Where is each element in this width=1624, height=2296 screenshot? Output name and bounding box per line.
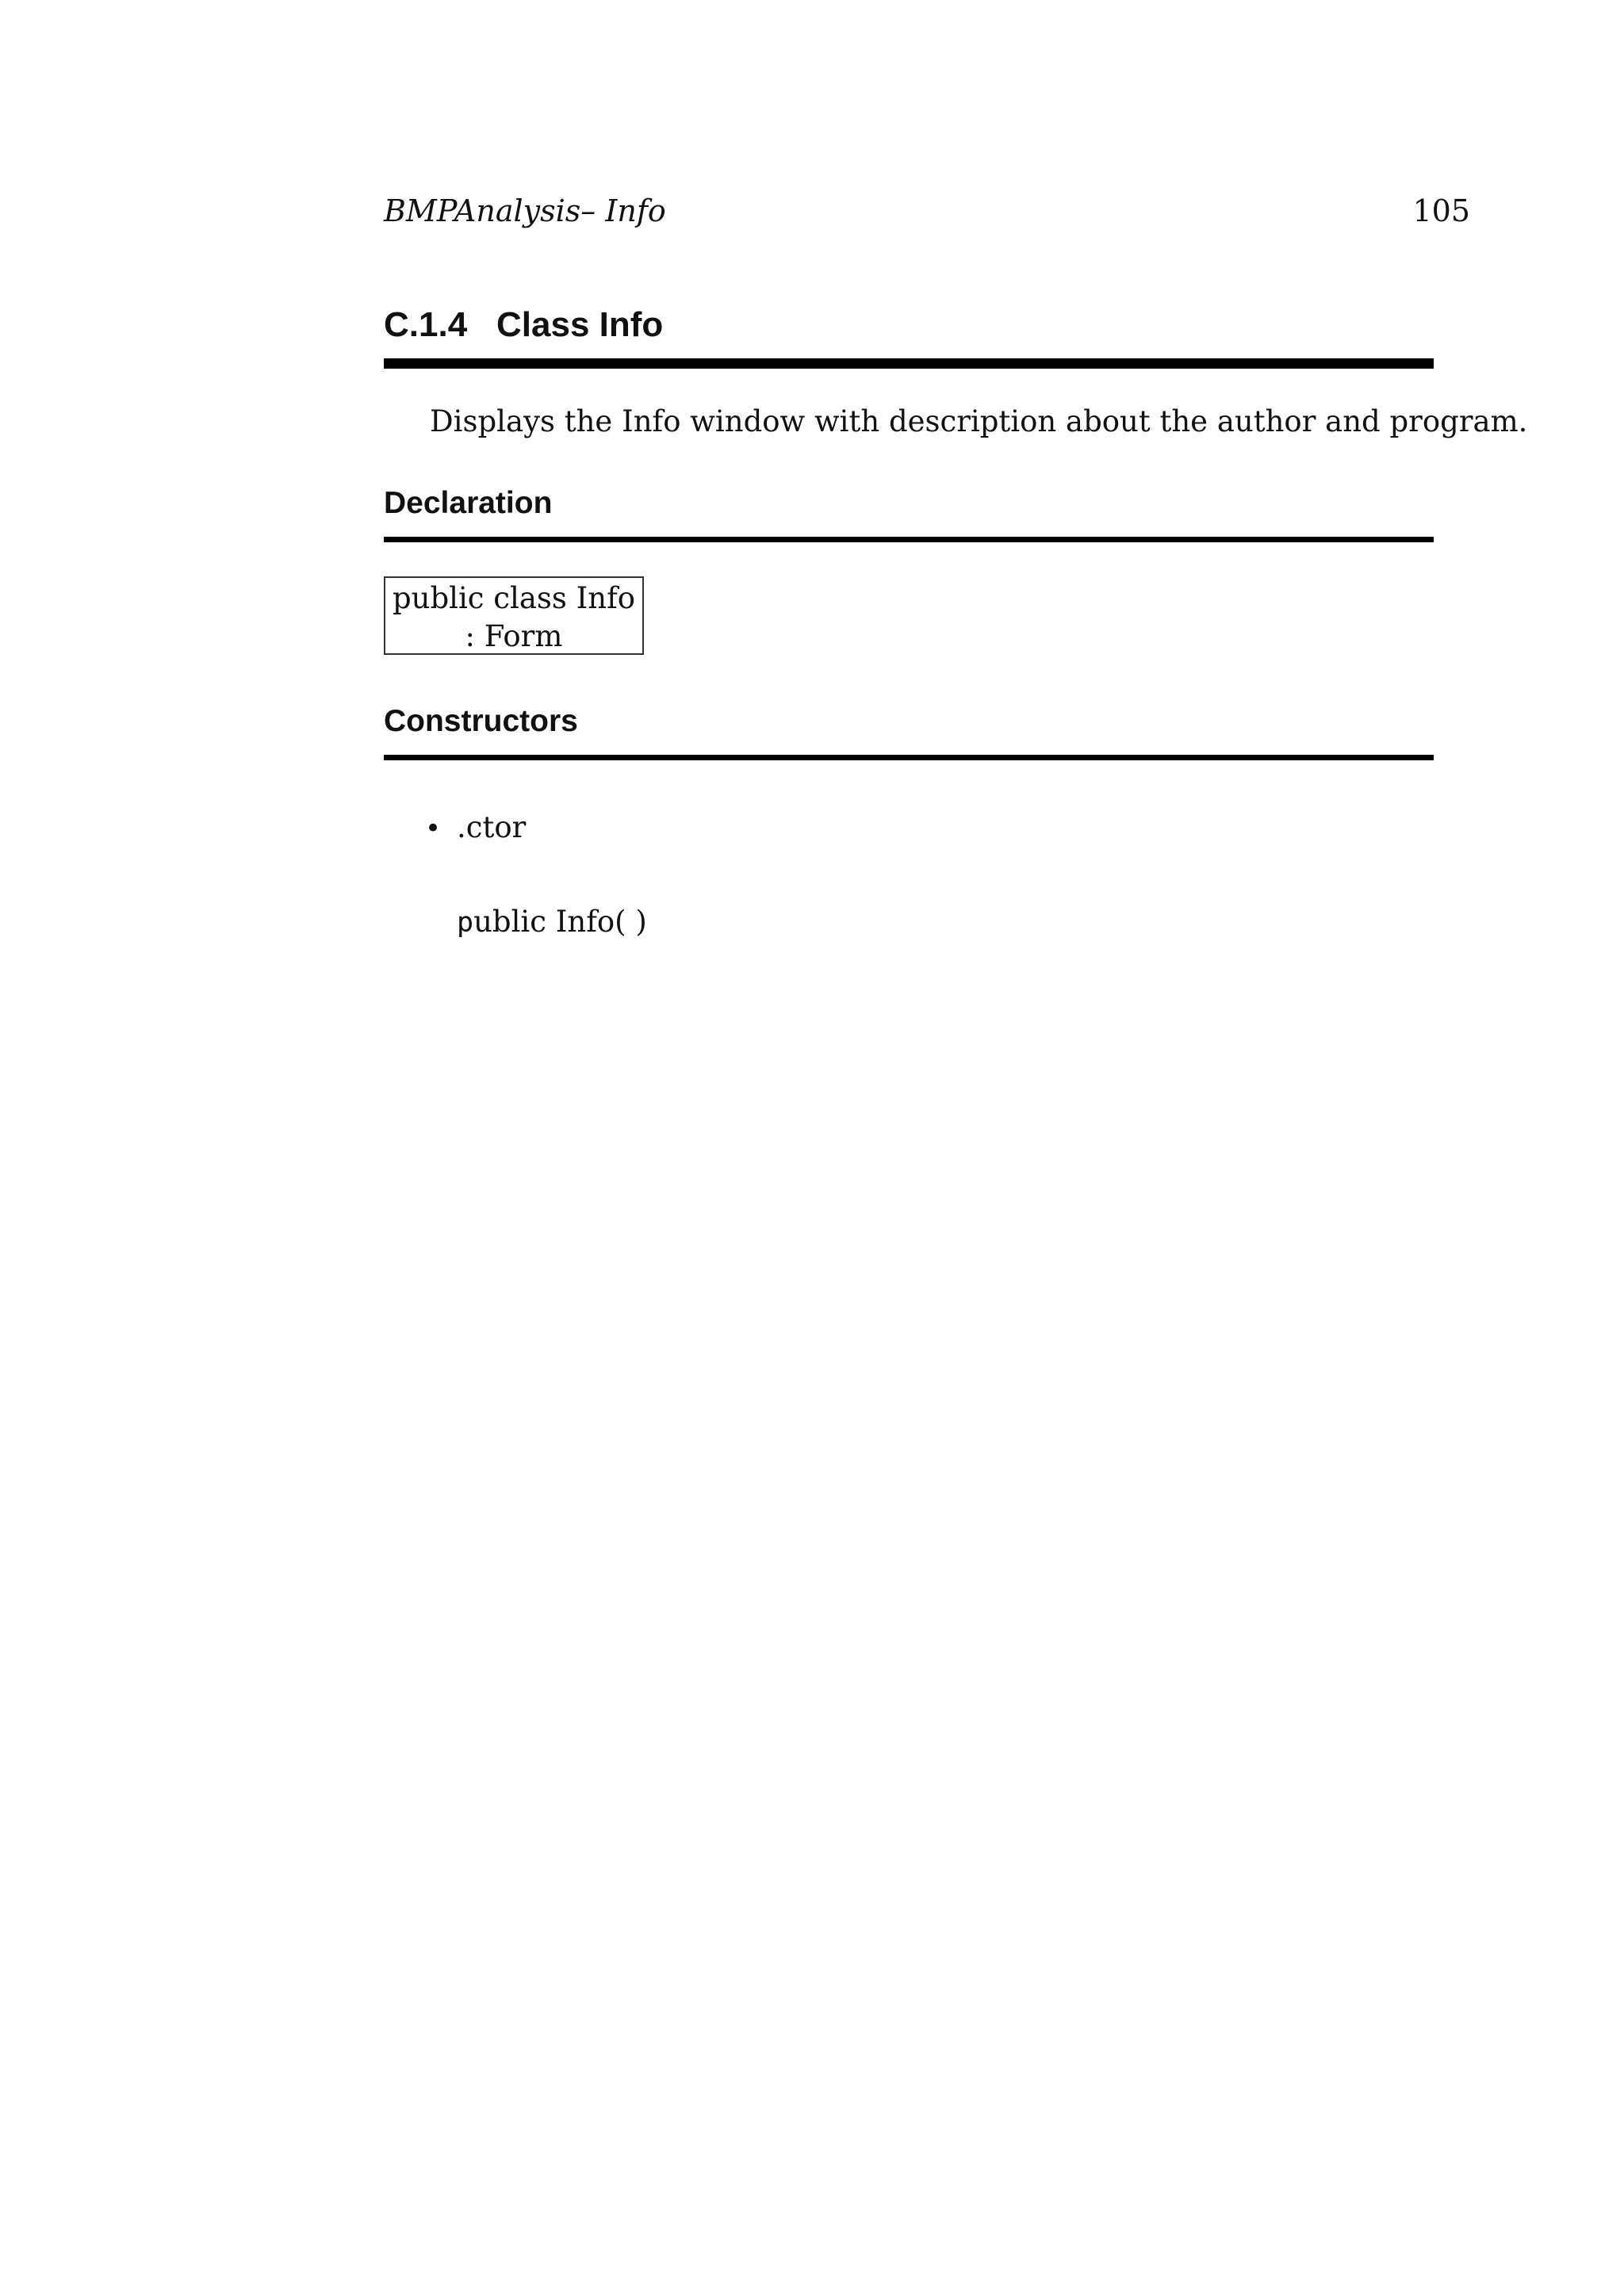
constructors-rule: [384, 755, 1434, 760]
section-rule: [384, 358, 1434, 369]
section-heading: [384, 301, 663, 349]
section-number: C.1.4: [384, 305, 468, 344]
constructor-signature: [457, 901, 647, 943]
section-title: Class Info: [496, 305, 664, 344]
constructors-heading: Constructors: [384, 704, 578, 738]
signature-rest: ublic Info( ): [473, 905, 647, 939]
declaration-line-1: public class Info: [392, 581, 636, 615]
declaration-rule: [384, 537, 1434, 542]
running-title: BMPAnalysis– Info: [384, 193, 666, 228]
declaration-line-2: : Form: [465, 619, 563, 653]
page-number: 105: [1412, 193, 1470, 228]
declaration-heading: Declaration: [384, 486, 553, 520]
declaration-box: [384, 576, 644, 655]
bullet-icon: •: [425, 813, 442, 844]
constructor-name: .ctor: [457, 810, 527, 844]
signature-prefix: p: [457, 907, 474, 939]
list-item: [425, 807, 526, 849]
running-header: [384, 189, 1470, 233]
section-description: Displays the Info window with description about the author and program.: [430, 404, 1528, 438]
